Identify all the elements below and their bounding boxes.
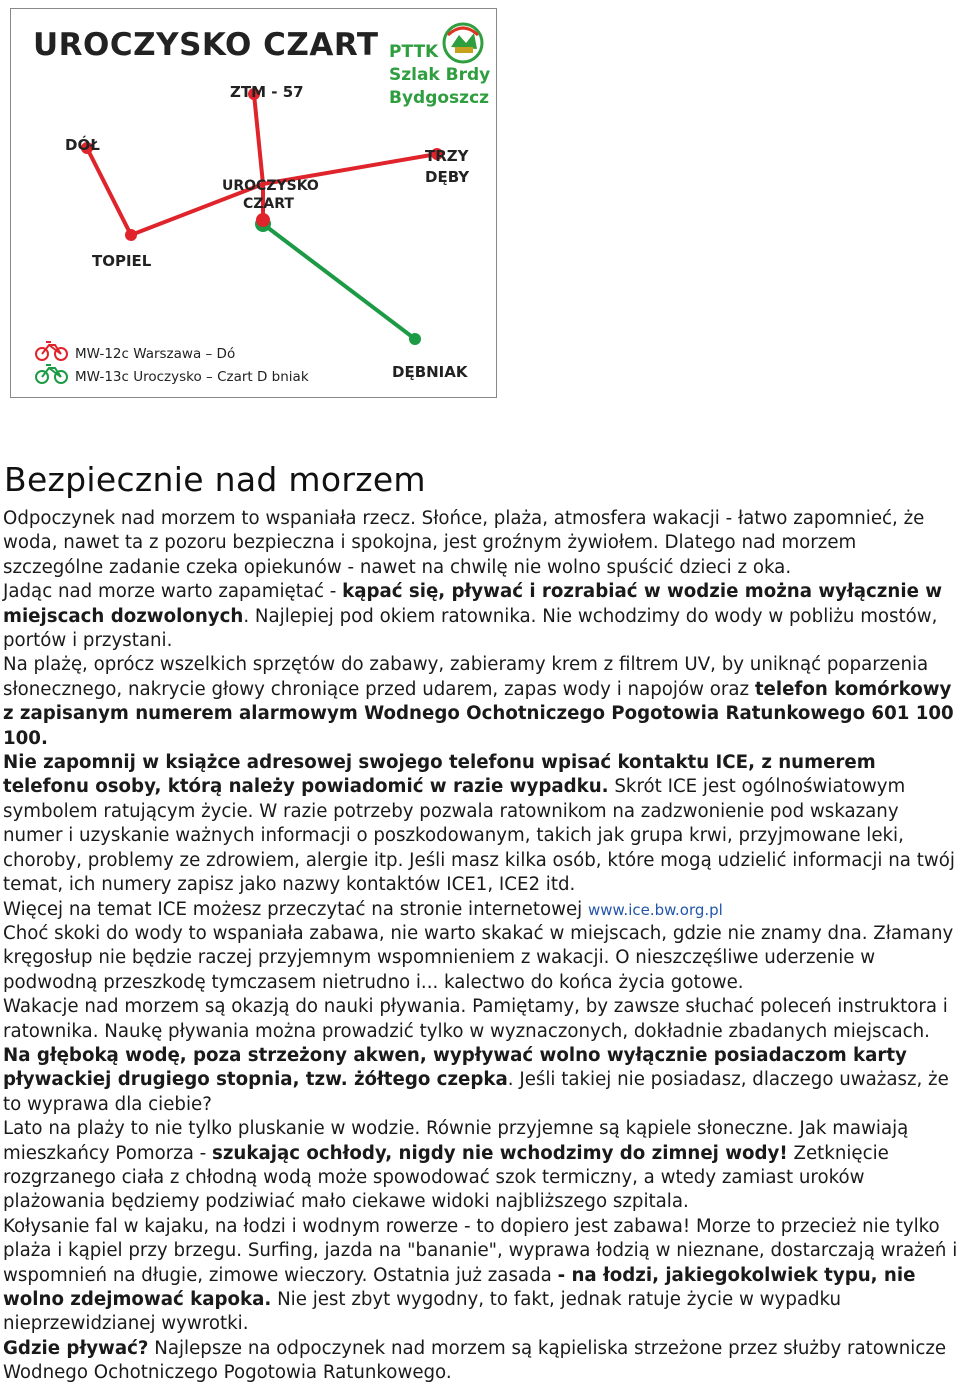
paragraph-swimming: Wakacje nad morzem są okazją do nauki pływania. Pamiętamy, by zawsze słuchać poleceń instruktora i ratownika. Naukę pływania można prowadzić tylko w wyznaczonych, dokładnie zbadanych miejscach. Na głęboką wodę, poza strzeżony akwen, wypływać wolno wyłącznie posiadaczom karty pływackiej drugiego stopnia, tzw. żółtego czepka. Jeśli takiej nie posiadasz, dlaczego uważasz, że to wyprawa dla ciebie? bbox=[3, 996, 949, 1115]
legend-red-text: MW-12c Warszawa – Dó bbox=[75, 346, 236, 362]
article-body bbox=[3, 507, 958, 1386]
ice-website-link[interactable]: www.ice.bw.org.pl bbox=[588, 900, 723, 919]
org-line-1: PTTK bbox=[389, 42, 439, 62]
org-line-3: Bydgoszcz bbox=[389, 88, 490, 108]
bike-icon-red bbox=[36, 342, 67, 360]
paragraph-intro: Odpoczynek nad morzem to wspaniała rzecz. Słońce, plaża, atmosfera wakacji - łatwo zapomnieć, że woda, nawet ta z pozoru bezpieczna i spokojna, jest groźnym żywiołem. Dlatego nad morzem szczególne zadanie czeka opiekunów - nawet na chwilę nie wolno spuścić dzieci z oka. bbox=[3, 508, 925, 578]
paragraph-rules: Jadąc nad morze warto zapamiętać - kąpać się, pływać i rozrabiać w wodzie można wyłącznie w miejscach dozwolonych. Najlepiej pod okiem ratownika. Nie wchodzimy do wody w pobliżu mostów, portów i przystani. bbox=[3, 581, 943, 652]
paragraph-boating: Kołysanie fal w kajaku, na łodzi i wodnym rowerze - to dopiero jest zabawa! Morze to przecież nie tylko plaża i kąpiel przy brzegu. Surfing, jazda na "bananie", wyprawa łodzią w nieznane, dostarczają wrażeń i wspomnień na długie, zimowe wieczory. Ostatnia już zasada - na łodzi, jakiegokolwiek typu, nie wolno zdejmować kapoka. Nie jest zbyt wygodny, to fakt, jednak ratuje życie w wypadku nieprzewidzianej wywrotki. bbox=[3, 1215, 958, 1335]
place-debniak: DĘBNIAK bbox=[392, 363, 468, 381]
legend-green-text: MW-13c Uroczysko – Czart D bniak bbox=[75, 369, 309, 385]
paragraph-ice-link: Więcej na temat ICE możesz przeczytać na stronie internetowej www.ice.bw.org.pl bbox=[3, 898, 723, 920]
place-center-line-1: UROCZYSKO bbox=[222, 178, 319, 194]
trail-code: ZTM - 57 bbox=[230, 83, 304, 101]
place-trzy-line-2: DĘBY bbox=[425, 168, 470, 186]
trail-map-graphic bbox=[11, 9, 496, 397]
trail-map bbox=[10, 8, 497, 398]
place-dol: DÓŁ bbox=[65, 136, 100, 154]
place-center-line-2: CZART bbox=[243, 196, 294, 212]
pttk-logo-icon bbox=[444, 24, 482, 62]
paragraph-diving: Choć skoki do wody to wspaniała zabawa, nie warto skakać w miejscach, gdzie nie znamy dna. Złamany kręgosłup nie będzie raczej przyjemnym wspomnieniem z wakacji. O nieszczęśliwe uderzenie w podwodną przeszkodę tymczasem nietrudno i... kalectwo do końca życia gotowe. bbox=[3, 922, 954, 993]
bike-icon-green bbox=[36, 365, 67, 383]
article-heading: Bezpiecznie nad morzem bbox=[4, 460, 426, 499]
paragraph-where-to-swim: Gdzie pływać? Najlepsze na odpoczynek nad morzem są kąpieliska strzeżone przez służby ratownicze Wodnego Ochotniczego Pogotowia Ratunkowego. bbox=[3, 1337, 947, 1384]
map-title: UROCZYSKO CZART bbox=[33, 27, 379, 63]
paragraph-sunbathing: Lato na plaży to nie tylko pluskanie w wodzie. Równie przyjemne są kąpiele słoneczne. Jak mawiają mieszkańcy Pomorza - szukając ochłody, nigdy nie wchodzimy do zimnej wody! Zetknięcie rozgrzanego ciała z chłodną wodą może spowodować szok termiczny, a wtedy zamiast uroków plażowania będziemy podziwiać mało ciekawe widoki najbliższego szpitala. bbox=[3, 1118, 909, 1213]
paragraph-beach-kit: Na plażę, oprócz wszelkich sprzętów do zabawy, zabieramy krem z filtrem UV, by uniknąć poparzenia słonecznego, nakrycie głowy chroniące przed udarem, zapas wody i napojów oraz telefon komórkowy z zapisanym numerem alarmowym Wodnego Ochotniczego Pogotowia Ratunkowego 601 100 100. bbox=[3, 654, 954, 749]
org-line-2: Szlak Brdy bbox=[389, 65, 491, 85]
place-trzy-line-1: TRZY bbox=[425, 147, 469, 165]
place-topiel: TOPIEL bbox=[92, 252, 152, 270]
paragraph-ice: Nie zapomnij w książce adresowej swojego telefonu wpisać kontaktu ICE, z numerem telefonu osoby, którą należy powiadomić w razie wypadku. Skrót ICE jest ogólnoświatowym symbolem ratującym życie. W razie potrzeby pozwala ratownikom na zadzwonienie pod wskazany numer i uzyskanie ważnych informacji o poszkodowanym, takich jak grupa krwi, przyjmowane leki, choroby, problemy ze zdrowiem, alergie itp. Jeśli masz kilka osób, które mogą udzielić informacji na twój temat, ich numery zapisz jako nazwy kontaktów ICE1, ICE2 itd. bbox=[3, 752, 955, 896]
